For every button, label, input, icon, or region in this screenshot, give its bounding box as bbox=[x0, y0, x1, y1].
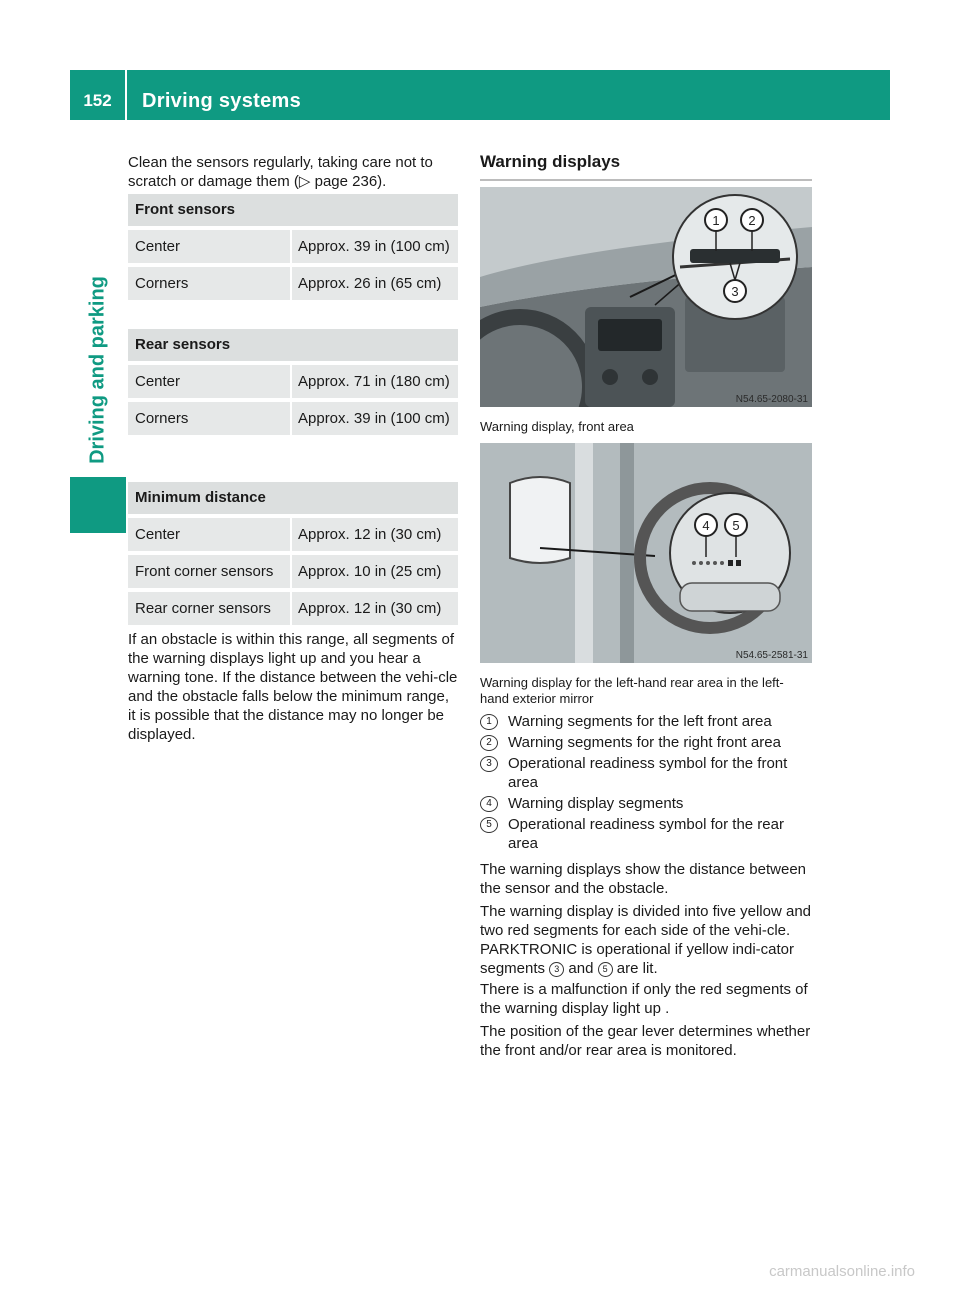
marker-5 bbox=[725, 514, 747, 536]
minimum-distance-table bbox=[128, 482, 458, 625]
paragraph-segments bbox=[480, 902, 812, 978]
table-cell-label: Center bbox=[135, 373, 181, 390]
legend-text: Warning segments for the left front area bbox=[508, 713, 772, 730]
table-title: Rear sensors bbox=[128, 329, 458, 361]
legend-text: Warning display segments bbox=[508, 795, 684, 812]
svg-text:2: 2 bbox=[748, 213, 756, 228]
marker-3 bbox=[724, 280, 746, 302]
table-cell-value: Approx. 39 in (100 cm) bbox=[290, 230, 458, 263]
header-bar bbox=[70, 70, 890, 120]
figure-legend bbox=[480, 712, 812, 855]
legend-number: 1 bbox=[480, 714, 498, 730]
legend-text: Operational readiness symbol for the rear area bbox=[508, 816, 784, 852]
warning-displays-heading: Warning displays bbox=[480, 152, 812, 181]
table-title: Front sensors bbox=[128, 194, 458, 226]
marker-1 bbox=[705, 209, 727, 231]
table-row bbox=[128, 361, 458, 398]
table-cell-label: Rear corner sensors bbox=[135, 600, 271, 617]
list-item bbox=[480, 733, 812, 752]
side-tab-marker bbox=[70, 477, 126, 533]
svg-text:1: 1 bbox=[712, 213, 720, 228]
inline-number: 3 bbox=[549, 962, 564, 977]
table-title: Minimum distance bbox=[128, 482, 458, 514]
marker-4 bbox=[695, 514, 717, 536]
figure-code: N54.65-2581-31 bbox=[735, 650, 808, 661]
table-cell-label: Center bbox=[135, 238, 181, 255]
paragraph-segments-end: are lit. bbox=[616, 960, 658, 977]
front-warning-display-figure bbox=[480, 187, 812, 407]
intro-text: Clean the sensors regularly, taking care not to scratch or damage them (▷ page 236). bbox=[128, 154, 433, 190]
table-cell-label: Center bbox=[135, 526, 181, 543]
paragraph-segments-text: The warning display is divided into five yellow and two red segments for each side of the vehi-cle. PARKTRONIC is operational if yellow indi-cator segments bbox=[480, 903, 812, 977]
table-row bbox=[128, 588, 458, 625]
rear-sensors-table bbox=[128, 329, 458, 435]
list-item bbox=[480, 754, 812, 792]
table-cell-value: Approx. 26 in (65 cm) bbox=[290, 267, 458, 300]
svg-text:5: 5 bbox=[732, 518, 740, 533]
table-row bbox=[128, 551, 458, 588]
legend-number: 4 bbox=[480, 796, 498, 812]
paragraph-distance: The warning displays show the distance between the sensor and the obstacle. bbox=[480, 861, 807, 897]
paragraph-malfunction: There is a malfunction if only the red segments of the warning display light up . bbox=[480, 981, 808, 1017]
paragraph-segments-and: and bbox=[568, 960, 594, 977]
table-cell-value: Approx. 71 in (180 cm) bbox=[290, 365, 458, 398]
table-row bbox=[128, 514, 458, 551]
legend-text: Operational readiness symbol for the front area bbox=[508, 755, 788, 791]
table-cell-label: Corners bbox=[135, 275, 189, 292]
table-row bbox=[128, 226, 458, 263]
table-row bbox=[128, 263, 458, 300]
table-cell-label: Front corner sensors bbox=[135, 563, 274, 580]
figure2-caption: Warning display for the left-hand rear area in the left-hand exterior mirror bbox=[480, 675, 784, 706]
legend-number: 3 bbox=[480, 756, 498, 772]
table-row bbox=[128, 398, 458, 435]
side-tab-label: Driving and parking bbox=[86, 276, 109, 464]
front-sensors-table bbox=[128, 194, 458, 300]
list-item bbox=[480, 712, 812, 731]
marker-2 bbox=[741, 209, 763, 231]
obstacle-paragraph: If an obstacle is within this range, all segments of the warning displays light up and you hear a warning tone. If the distance between the vehi-cle and the obstacle falls below the minimum range, it is possible that the distance may no longer be displayed. bbox=[128, 631, 458, 743]
header-divider bbox=[125, 70, 127, 120]
inline-number: 5 bbox=[598, 962, 613, 977]
legend-text: Warning segments for the right front area bbox=[508, 734, 781, 751]
list-item bbox=[480, 794, 812, 813]
paragraph-gear-lever: The position of the gear lever determines whether the front and/or rear area is monitored. bbox=[480, 1023, 811, 1059]
watermark: carmanualsonline.info bbox=[769, 1263, 915, 1280]
legend-number: 2 bbox=[480, 735, 498, 751]
table-cell-value: Approx. 10 in (25 cm) bbox=[290, 555, 458, 588]
table-cell-value: Approx. 12 in (30 cm) bbox=[290, 518, 458, 551]
mirror-illustration bbox=[480, 443, 812, 663]
table-cell-value: Approx. 39 in (100 cm) bbox=[290, 402, 458, 435]
table-cell-value: Approx. 12 in (30 cm) bbox=[290, 592, 458, 625]
table-cell-label: Corners bbox=[135, 410, 189, 427]
section-title: Driving systems bbox=[142, 90, 302, 112]
svg-text:3: 3 bbox=[731, 284, 739, 299]
legend-number: 5 bbox=[480, 817, 498, 833]
figure-code: N54.65-2080-31 bbox=[735, 394, 808, 405]
page-number: 152 bbox=[83, 91, 112, 110]
rear-warning-display-figure bbox=[480, 443, 812, 663]
dashboard-illustration bbox=[480, 187, 812, 407]
list-item bbox=[480, 815, 812, 853]
svg-text:4: 4 bbox=[702, 518, 710, 533]
figure1-caption: Warning display, front area bbox=[480, 419, 634, 434]
